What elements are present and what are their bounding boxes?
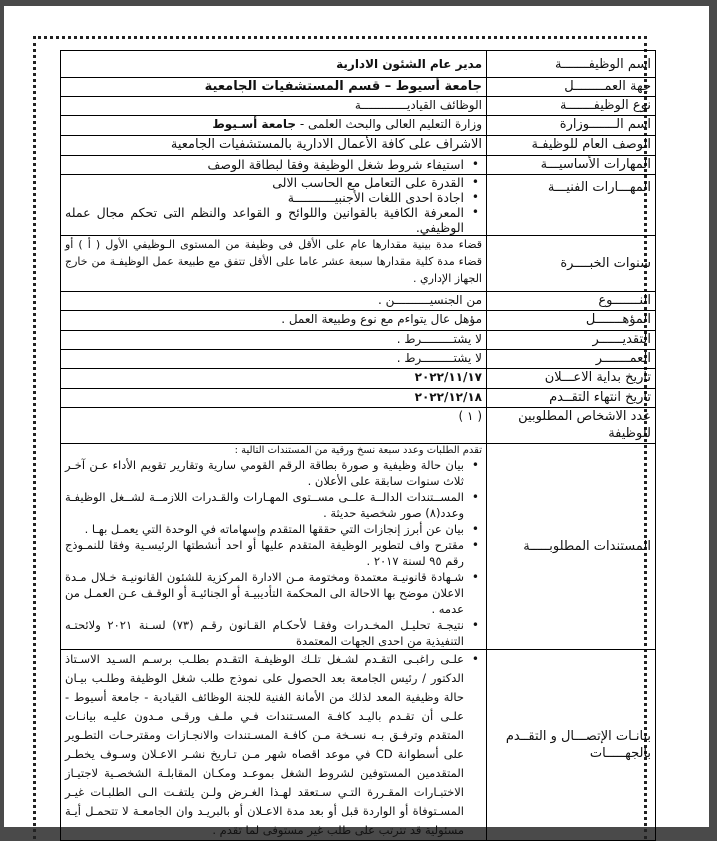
label-job-name: اسم الوظيفـــــــة bbox=[487, 51, 656, 78]
label-workplace: جهة العمــــــــل bbox=[487, 78, 656, 97]
value-experience: قضاء مدة بينية مقدارها عام على الأقل فى وظيفة من المستوى الـوظيفي الأول ( أ ) أو قضاء مدة كلية مقدارها سبعة عشر عاما على الأقل تتفق مع طبيعة عمل الوظيفـة من خارج الجهاز الإداري . bbox=[61, 236, 487, 292]
label-application-end: تاريخ انتهاء التقــدم bbox=[487, 389, 656, 408]
row-job-type bbox=[61, 97, 656, 116]
technical-skill-item: • المعرفة الكافية بالقوانين واللوائح و القواعد والنظم التى تحكم مجال عمله الوظيفي. bbox=[65, 205, 464, 235]
contact-item: • علـى راغبـى التقـدم لشـغل تلـك الوظيفـة التقـدم بطلـب برسـم السـيد الاسـتاذ الدكتور / رئيس الجامعة بعد الحصول على نموذج طلب شغل الوظيفة وطلـب بيـان حالة وظيفية المعد لذلك من الأمانة الفنية للجنة الوظائف القيادية - جامعة أسيوط - علـى أن تقـدم باليـد كافـة المسـتندات فـي ملـف ورقـى مـدون عليـه بيانـات المتقدم وترفـق بـه نسـخة مـن كافـة المسـتندات والانجـازات ومقترحـات التطـوير على أسطوانة CD في موعد اقصاه شهر مـن تـاريخ نشـر الاعـلان وسـوف يخطـر المتقدمين المستوفين لشروط الشغل بموعـد ومكـان المقابلـة الشخصـية لاجتيـاز الاختبـارات المقـررة التـي سـتعقد لهـذا الغـرض ولـن يلتفـت الـى الطلبـات غيـر المسـتوفاة أو الواردة قبل أو بعد مدة الاعـلان أو بالبريـد وان الجامعـة لا تتحمـل أيـة مسئولية قد تترتب على طلب غير مستوفى لما تقدم . bbox=[65, 650, 464, 840]
row-workplace bbox=[61, 78, 656, 97]
row-gender bbox=[61, 292, 656, 311]
label-positions-count: عدد الاشخاص المطلوبين للوظيفة bbox=[487, 408, 656, 444]
row-contact bbox=[61, 650, 656, 841]
value-application-end: ٢٠٢٢/١٢/١٨ bbox=[61, 389, 487, 408]
label-grade: التقديــــــر bbox=[487, 331, 656, 350]
row-positions-count bbox=[61, 408, 656, 444]
row-qualification bbox=[61, 311, 656, 331]
label-experience: سنوات الخبــــرة bbox=[487, 236, 656, 292]
row-experience bbox=[61, 236, 656, 292]
value-announcement-start: ٢٠٢٢/١١/١٧ bbox=[61, 369, 487, 389]
row-general-description bbox=[61, 136, 656, 156]
ministry-name: وزارة التعليم العالى والبحث العلمى - bbox=[296, 117, 482, 131]
row-grade bbox=[61, 331, 656, 350]
document-item: • بيان حالة وظيفية و صورة بطاقة الرقم القومي سارية وتقارير تقويم الأداء عـن آخـر ثلاث سنوات سابقة على الأعلان . bbox=[65, 457, 464, 489]
value-basic-skills bbox=[61, 156, 487, 175]
value-grade: لا يشتـــــــــرط . bbox=[61, 331, 487, 350]
document-item: • نتيجـة تحليـل المخـدرات وفقـا لأحكـام القـانون رقـم (٧٣) لسـنة ٢٠٢١ ولائحتـه التنفيذية من احدى الجهات المعتمدة bbox=[65, 617, 464, 649]
value-qualification: مؤهل عال يتواءم مع نوع وطبيعة العمل . bbox=[61, 311, 487, 331]
documents-intro: تقدم الطلبات وعدد سبعة نسخ ورقية من المستندات التالية : bbox=[234, 445, 482, 456]
label-job-type: نوع الوظيفـــــــة bbox=[487, 97, 656, 116]
technical-skill-item: • اجادة احدى اللغات الأجنبيـــــــــــة bbox=[65, 190, 464, 205]
label-age: العمـــــــر bbox=[487, 350, 656, 369]
row-technical-skills bbox=[61, 175, 656, 236]
row-required-documents bbox=[61, 444, 656, 650]
value-required-documents bbox=[61, 444, 487, 650]
value-technical-skills bbox=[61, 175, 487, 236]
value-positions-count: ( ١ ) bbox=[61, 408, 487, 444]
value-workplace: جامعة أسيوط – قسم المستشفيات الجامعية bbox=[61, 78, 487, 97]
row-basic-skills bbox=[61, 156, 656, 175]
row-application-end bbox=[61, 389, 656, 408]
label-contact: بيانـات الإتصـــال و التقــدم بالجهـــــات bbox=[487, 650, 656, 841]
technical-skill-item: • القدرة على التعامل مع الحاسب الالى bbox=[65, 175, 464, 190]
label-basic-skills: المهارات الأساسيـــة bbox=[487, 156, 656, 175]
document-page bbox=[4, 6, 709, 837]
label-announcement-start: تاريخ بداية الاعـــلان bbox=[487, 369, 656, 389]
document-item: • المســتندات الدالــة علــى مســتوى المهـارات والقـدرات اللازمــة لشــغل الوظيفـة وعدد(٨) صور شخصية حديثة . bbox=[65, 489, 464, 521]
document-item: • مقترح واف لتطوير الوظيفة المتقدم عليها أو احد أنشطتها الرئيسـية وفقا للنمـوذج رقم ٩٥ لسنة ٢٠١٧ . bbox=[65, 537, 464, 569]
row-age bbox=[61, 350, 656, 369]
value-ministry bbox=[61, 116, 487, 136]
label-technical-skills: المهـــارات الفنيـــة bbox=[487, 175, 656, 236]
value-job-type: الوظائف القياديـــــــــــــة bbox=[61, 97, 487, 116]
value-contact bbox=[61, 650, 487, 841]
row-job-name bbox=[61, 51, 656, 78]
row-ministry bbox=[61, 116, 656, 136]
job-announcement-table bbox=[60, 50, 656, 841]
label-general-description: الوصف العام للوظيفـة bbox=[487, 136, 656, 156]
value-gender: من الجنسيــــــــــن . bbox=[61, 292, 487, 311]
value-job-name: مدير عام الشئون الادارية bbox=[61, 51, 487, 78]
document-item: • شـهادة قانونيـة معتمدة ومختومة مـن الادارة المركزية للشئون القانونيـة خـلال مـدة الاعلان موضح بها الاحالة الى المحكمة التأديبيـة أو الجنائيـة أو الوقـف عـن العمـل من عدمه . bbox=[65, 569, 464, 617]
document-item: • بيان عن أبرز إنجازات التي حققها المتقدم وإسهاماته في الوحدة التي يعمـل بهـا . bbox=[65, 521, 464, 537]
value-age: لا يشتـــــــــرط . bbox=[61, 350, 487, 369]
label-qualification: المؤهـــــــل bbox=[487, 311, 656, 331]
label-gender: النـــــــوع bbox=[487, 292, 656, 311]
value-general-description: الاشراف على كافة الأعمال الادارية بالمستشفيات الجامعية bbox=[61, 136, 487, 156]
label-required-documents: المستندات المطلوبـــــة bbox=[487, 444, 656, 650]
row-announcement-start bbox=[61, 369, 656, 389]
basic-skill-item: • استيفاء شروط شغل الوظيفة وفقا لبطاقة الوصف bbox=[65, 156, 464, 173]
university-name: جامعة أسـيوط bbox=[212, 117, 297, 131]
label-ministry: اسم الـــــــوزارة bbox=[487, 116, 656, 136]
